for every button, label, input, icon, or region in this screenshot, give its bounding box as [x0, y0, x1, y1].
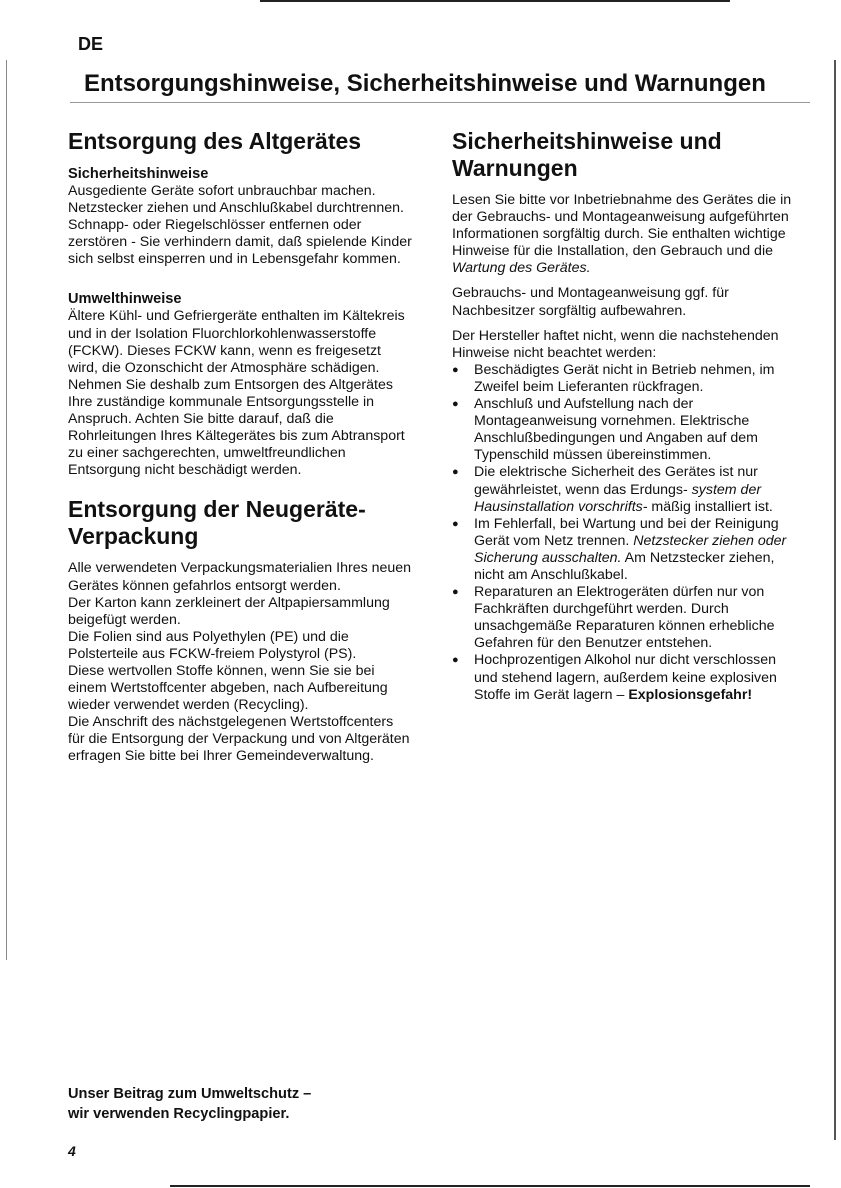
paragraph-packaging-1: Alle verwendeten Verpackungsmaterialien Ihres neuen Gerätes können gefahrlos entsorgt werden.: [68, 560, 412, 594]
recycling-note-line-1: Unser Beitrag zum Umweltschutz –: [68, 1086, 312, 1102]
bullet-text: Die elektrische Sicherheit des Gerätes ist nur gewährleistet, wenn das Erdungs-: [474, 464, 758, 498]
list-item: ● Anschluß und Aufstellung nach der Montageanweisung vornehmen. Elektrische Anschlußbedingungen und Angaben auf dem Typenschild müssen übereinstimmen.: [452, 396, 797, 464]
list-item: [452, 464, 797, 515]
page-number: 4: [68, 1143, 76, 1159]
paragraph-read-instructions-italic: Wartung des Gerätes.: [452, 260, 591, 277]
page-header-title: Entsorgungshinweise, Sicherheitshinweise und Warnungen: [84, 70, 766, 97]
left-margin-line: [6, 60, 7, 960]
top-border-line: [260, 0, 730, 2]
paragraph-read-instructions-text: Lesen Sie bitte vor Inbetriebnahme des Gerätes die in der Gebrauchs- und Montageanweisung aufgeführten Informationen sorgfältig durch. Sie enthalten wichtige Hinweise für die Installation, den Gebrauch und die: [452, 192, 792, 260]
subheading-safety: Sicherheitshinweise: [68, 166, 209, 182]
list-item: [452, 516, 797, 584]
bullet-text: mäßig installiert ist.: [651, 498, 773, 515]
list-item: ● Reparaturen an Elektrogeräten dürfen nur von Fachkräften durchgeführt werden. Durch unsachgemäße Reparaturen können erhebliche Gefahren für den Benutzer entstehen.: [452, 584, 797, 652]
recycling-note: [68, 1084, 311, 1124]
paragraph-keep-instructions: Gebrauchs- und Montageanweisung ggf. für Nachbesitzer sorgfältig aufbewahren.: [452, 285, 729, 319]
bullet-text-italic: system der Hausinstallation vorschrifts-: [474, 481, 762, 515]
safety-bullet-list: [452, 362, 797, 704]
bottom-border-line: [170, 1185, 810, 1187]
paragraph-packaging-4: Diese wertvollen Stoffe können, wenn Sie sie bei einem Wertstoffcenter abgeben, nach Aufbereitung wieder verwendet werden (Recycling).: [68, 662, 388, 714]
paragraph-packaging-2: Der Karton kann zerkleinert der Altpapiersammlung beigefügt werden.: [68, 594, 390, 628]
bullet-text: Hochprozentigen Alkohol nur dicht verschlossen und stehend lagern, außerdem keine explosiven Stoffe im Gerät lagern –: [474, 652, 777, 703]
paragraph-environment-2: Nehmen Sie deshalb zum Entsorgen des Altgerätes Ihre zuständige kommunale Entsorgungsstelle in Anspruch. Achten Sie bitte darauf, daß die Rohrleitungen Ihres Kältegerätes bis zum Abtransport zu einer sachgerechten, umweltfreundlichen Entsorgung nicht beschädigt werden.: [68, 376, 405, 479]
paragraph-packaging-5: Die Anschrift des nächstgelegenen Wertstoffcenters für die Entsorgung der Verpackung und von Altgeräten erfragen Sie bitte bei Ihrer Gemeindeverwaltung.: [68, 714, 410, 765]
bullet-text-bold: Explosionsgefahr!: [628, 686, 753, 703]
left-column: [68, 128, 413, 766]
recycling-note-line-2: wir verwenden Recyclingpapier.: [68, 1106, 290, 1122]
paragraph-liability: Der Hersteller haftet nicht, wenn die nachstehenden Hinweise nicht beachtet werden:: [452, 327, 779, 361]
bullet-text-italic: Netzstecker ziehen oder Sicherung ausschalten.: [474, 532, 787, 566]
list-item: [452, 652, 797, 703]
section-heading-disposal-old-device: Entsorgung des Altgerätes: [68, 128, 362, 154]
paragraph-packaging-3: Die Folien sind aus Polyethylen (PE) und die Polsterteile aus FCKW-freiem Polystyrol (PS).: [68, 628, 357, 662]
language-code: DE: [78, 34, 104, 54]
bullet-text: Im Fehlerfall, bei Wartung und bei der Reinigung Gerät vom Netz trennen.: [474, 515, 779, 549]
paragraph-environment-1: Ältere Kühl- und Gefriergeräte enthalten im Kältekreis und in der Isolation Fluorchlorkohlenwasserstoffe (FCKW). Dieses FCKW kann, wenn es freigesetzt wird, die Ozonschicht der Atmosphäre schädigen.: [68, 308, 405, 376]
subheading-environment: Umwelthinweise: [68, 291, 182, 308]
right-column: [452, 128, 797, 704]
paragraph-read-instructions: [452, 192, 797, 277]
paragraph-safety: Ausgediente Geräte sofort unbrauchbar machen. Netzstecker ziehen und Anschlußkabel durchtrennen. Schnapp- oder Riegelschlösser entfernen oder zerstören - Sie verhindern damit, daß spielende Kinder sich selbst einsperren und in Lebensgefahr kommen.: [68, 183, 412, 268]
bullet-text: Am Netzstecker ziehen, nicht am Anschlußkabel.: [474, 549, 775, 583]
section-heading-packaging: Entsorgung der Neugeräte-Verpackung: [68, 496, 366, 550]
header-underline: [70, 102, 810, 103]
section-heading-safety-warnings: Sicherheitshinweise und Warnungen: [452, 128, 722, 181]
list-item: ● Beschädigtes Gerät nicht in Betrieb nehmen, im Zweifel beim Lieferanten rückfragen.: [452, 362, 797, 396]
right-margin-line: [834, 60, 836, 1140]
